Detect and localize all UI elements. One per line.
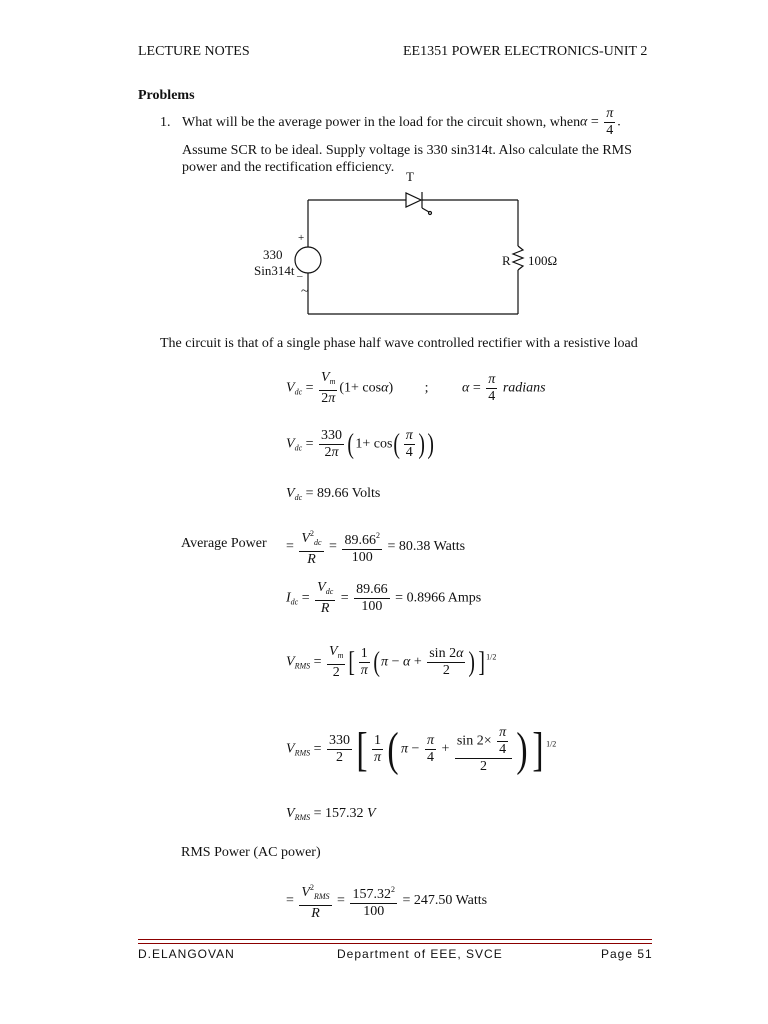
rms-power-label: RMS Power (AC power) — [181, 845, 321, 860]
problem-line-1: What will be the average power in the load for the circuit shown, when — [182, 115, 581, 130]
equation-rms-power: = $\frac{V^2_{RMS}}{R}$ = $\frac{157.32^2}{100}$ = 247.50 Watts — [286, 880, 487, 922]
problem-line-2: Assume SCR to be ideal. Supply voltage is 330 sin314t. Also calculate the RMS — [182, 143, 632, 158]
footer-department: Department of EEE, SVCE — [337, 947, 503, 961]
footer-author: D.ELANGOVAN — [138, 947, 235, 961]
source-plus: + — [298, 232, 305, 244]
source-expression: Sin314t — [254, 263, 295, 278]
problem-alpha-expression: α = $\frac{\pi}{4}$ . — [580, 106, 621, 138]
equation-vrms-formula: $V_{RMS}$ = $\frac{V_m}{2}$ [ $\frac{1}{\pi}$ (π − α + $\frac{\sin 2\alpha}{2}$ )]$^{1/2}$ — [286, 644, 497, 680]
header-left: LECTURE NOTES — [138, 44, 250, 59]
resistor-label: R — [502, 253, 511, 268]
circuit-diagram — [240, 168, 560, 318]
equation-vrms-substitution: $V_{RMS}$ = $\frac{330}{2}$ [ $\frac{1}{\pi}$ ( π − $\frac{\pi}{4}$ + sin 2× $\frac{\pi}{4}$ 2 )] $^{1/2}$ — [286, 723, 557, 776]
source-value: 330 — [263, 247, 283, 262]
section-title: Problems — [138, 88, 195, 103]
problem-number: 1. — [160, 115, 171, 130]
equation-average-power: = $\frac{V^2_{dc}}{R}$ = $\frac{89.66^2}{100}$ = 80.38 Watts — [286, 526, 465, 568]
resistor-value: 100Ω — [528, 253, 558, 268]
intro-text: The circuit is that of a single phase half wave controlled rectifier with a resistive load — [160, 336, 638, 351]
equation-vdc-substitution: $V_{dc}$ = $\frac{330}{2\pi}$ (1+ cos( $\frac{\pi}{4}$ )) — [286, 428, 435, 460]
equation-vrms-result: $V_{RMS} = 157.32$ V — [286, 806, 376, 822]
footer-page-number: Page 51 — [601, 947, 653, 961]
equation-vdc-result: $V_{dc} = 89.66$ Volts — [286, 486, 381, 502]
footer-rule — [138, 939, 652, 944]
thyristor-label: T — [406, 169, 414, 184]
header-right: EE1351 POWER ELECTRONICS-UNIT 2 — [403, 44, 648, 59]
equation-vdc-formula: $V_{dc}$ = $\frac{V_m}{2\pi}$ (1+ cosα) ; α = $\frac{\pi}{4}$ radians — [286, 370, 546, 406]
source-minus: – — [297, 270, 303, 282]
problem-line-3: power and the rectification efficiency. — [182, 160, 395, 175]
equation-idc: $I_{dc}$ = $\frac{V_{dc}}{R}$ = $\frac{89.66}{100}$ = 0.8966 Amps — [286, 580, 482, 616]
source-tilde: ~ — [301, 284, 309, 299]
average-power-label: Average Power — [181, 536, 267, 551]
